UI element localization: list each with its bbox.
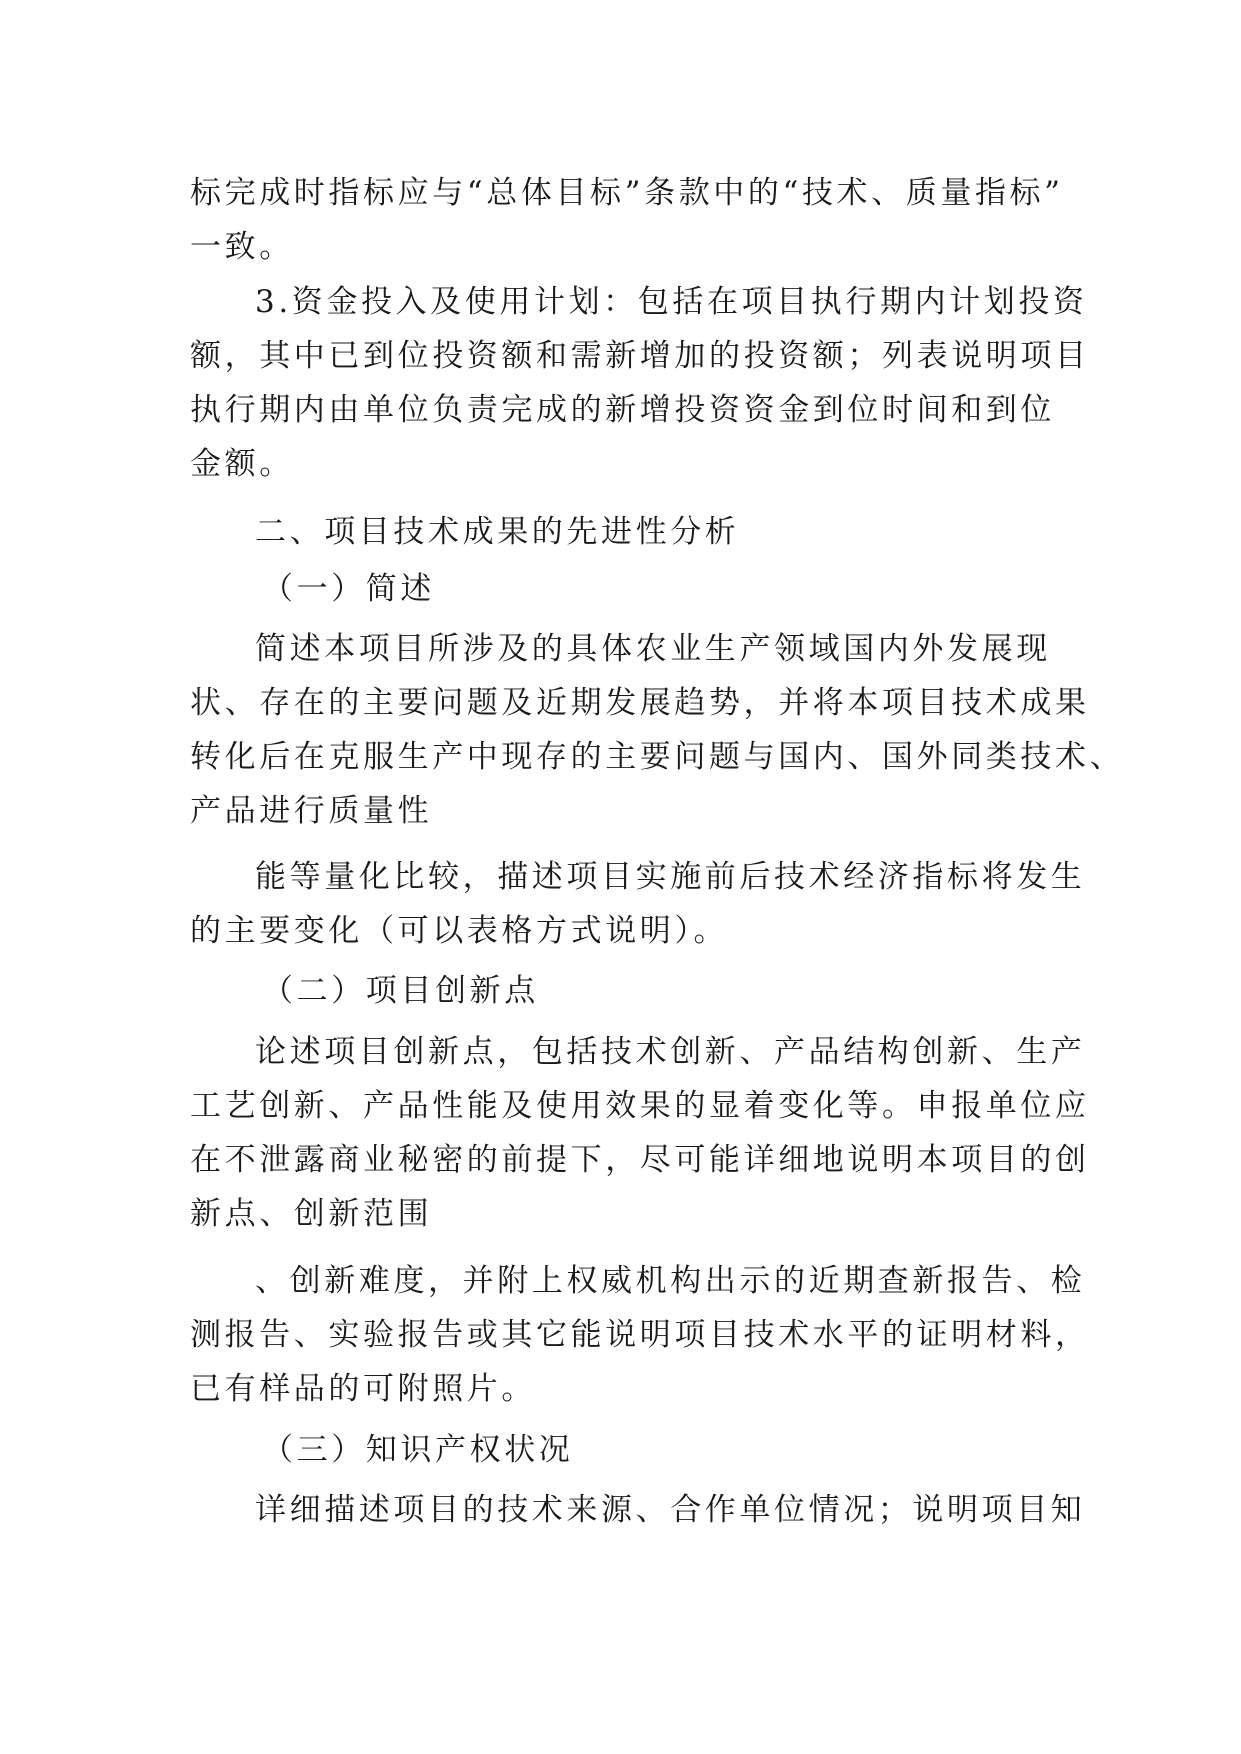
paragraph-line: 状、存在的主要问题及近期发展趋势，并将本项目技术成果 [190,685,1090,721]
subsection-heading: （一）简述 [262,571,435,607]
paragraph-line: 工艺创新、产品性能及使用效果的显着变化等。申报单位应 [190,1088,1090,1124]
paragraph-line: 额，其中已到位投资额和需新增加的投资额；列表说明项目 [190,338,1090,374]
paragraph-line: 3.资金投入及使用计划：包括在项目执行期内计划投资 [255,284,1088,320]
paragraph-line: 转化后在克服生产中现存的主要问题与国内、国外同类技术、 [190,739,1125,775]
paragraph-line: 测报告、实验报告或其它能说明项目技术水平的证明材料， [190,1317,1090,1353]
paragraph-line: 已有样品的可附照片。 [190,1371,536,1407]
paragraph-line: 标完成时指标应与“总体目标”条款中的“技术、质量指标” [190,175,1064,211]
paragraph-line: 论述项目创新点，包括技术创新、产品结构创新、生产 [255,1034,1086,1070]
paragraph-line: 新点、创新范围 [190,1196,433,1232]
subsection-heading: （三）知识产权状况 [262,1432,574,1468]
paragraph-line: 产品进行质量性 [190,793,433,829]
paragraph-line: 简述本项目所涉及的具体农业生产领域国内外发展现 [255,631,1051,667]
paragraph-line: 一致。 [190,229,294,265]
paragraph-line: 的主要变化（可以表格方式说明）。 [190,913,729,949]
paragraph-line: 在不泄露商业秘密的前提下，尽可能详细地说明本项目的创 [190,1142,1090,1178]
paragraph-line: 能等量化比较，描述项目实施前后技术经济指标将发生 [255,859,1086,895]
paragraph-line: 执行期内由单位负责完成的新增投资资金到位时间和到位 [190,392,1055,428]
subsection-heading: （二）项目创新点 [262,973,539,1009]
paragraph-line: 金额。 [190,446,294,482]
paragraph-line: 详细描述项目的技术来源、合作单位情况；说明项目知 [255,1492,1086,1528]
section-heading: 二、项目技术成果的先进性分析 [255,514,740,550]
paragraph-line: 、创新难度，并附上权威机构出示的近期查新报告、检 [255,1263,1086,1299]
